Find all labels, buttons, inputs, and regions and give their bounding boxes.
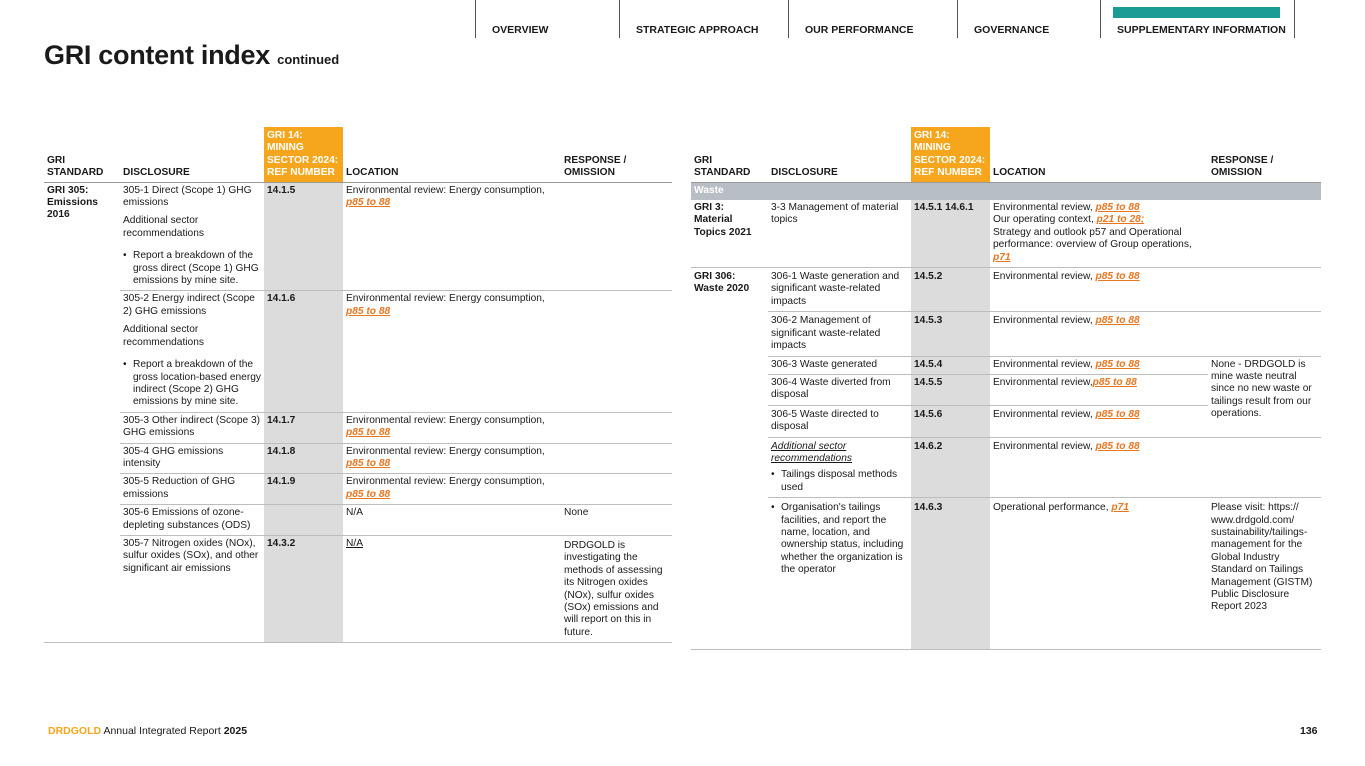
ref-number: 14.1.7 [264,412,343,443]
location-cell: Environmental review,p85 to 88 [990,374,1208,405]
location-cell: Environmental review: Energy consumption, p85 to 88 [343,474,561,505]
page-link[interactable]: p85 to 88 [1095,358,1140,370]
page-link[interactable]: p85 to 88 [346,488,391,500]
ref-number: 14.5.4 [911,356,990,374]
page-link[interactable]: p85 to 88 [1095,202,1140,214]
table-row [44,412,672,443]
location-cell: Environmental review, p85 to 88 Our operating context, p21 to 28; Strategy and outlook p57 and Operational performance: overview of Group operations, p71 [990,200,1208,268]
disclosure-cell: 3-3 Management of material topics [768,200,911,268]
nav-strategic-approach[interactable]: STRATEGIC APPROACH [619,0,788,38]
header-ref-number: GRI 14: MINING SECTOR 2024: REF NUMBER [264,127,343,182]
ref-number: 14.1.9 [264,474,343,505]
table-row [44,443,672,474]
ref-number: 14.6.2 [911,437,990,498]
ref-number: 14.1.6 [264,291,343,412]
table-row [691,200,1321,268]
disclosure-cell: Additional sector recommendations • Tailings disposal methods used [768,437,911,498]
location-cell: Environmental review: Energy consumption, p85 to 88 [343,412,561,443]
footer [48,725,247,737]
header-location: LOCATION [343,127,561,182]
nav-governance[interactable]: GOVERNANCE [957,0,1100,38]
disclosure-cell: 306-5 Waste directed to disposal [768,405,911,437]
page-link[interactable]: p85 to 88 [1095,315,1140,327]
page-link[interactable]: p85 to 88 [1092,376,1137,388]
location-cell: Environmental review, p85 to 88 [990,268,1208,312]
header-ref-number: GRI 14: MINING SECTOR 2024: REF NUMBER [911,127,990,182]
page-link[interactable]: p21 to 28; [1096,214,1145,226]
header-std: GRI STANDARD [44,127,120,182]
disclosure-cell: 305-1 Direct (Scope 1) GHG emissions Additional sector recommendations • Report a breakdown of the gross direct (Scope 1) GHG emissions by mine site. [120,182,264,291]
location-cell: Environmental review: Energy consumption, p85 to 88 [343,182,561,291]
location-cell: Environmental review: Energy consumption, p85 to 88 [343,443,561,474]
table-row [44,535,672,642]
ref-number: 14.5.6 [911,405,990,437]
ref-number [264,505,343,536]
table-row [691,356,1321,374]
location-cell: Environmental review, p85 to 88 [990,405,1208,437]
table-row [44,505,672,536]
table-row [691,268,1321,312]
ref-number: 14.5.2 [911,268,990,312]
table-row [691,312,1321,356]
response-cell [1208,312,1321,356]
nav-our-performance[interactable]: OUR PERFORMANCE [788,0,957,38]
response-cell [1208,268,1321,312]
header-std: GRI STANDARD [691,127,768,182]
right-gri-table [691,127,1321,650]
response-cell: Please visit: https:// www.drdgold.com/ sustainability/tailings-management for the Global Industry Standard on Tailings Management (GISTM) Public Disclosure Report 2023 [1208,498,1321,650]
ref-number: 14.5.5 [911,374,990,405]
page-number: 136 [1300,725,1318,737]
section-row-waste [691,182,1321,199]
response-cell [561,443,672,474]
response-cell [561,474,672,505]
disclosure-cell: 305-7 Nitrogen oxides (NOx), sulfur oxides (SOx), and other significant air emissions [120,535,264,642]
table-row [44,182,672,291]
disclosure-cell: 305-5 Reduction of GHG emissions [120,474,264,505]
disclosure-cell: 305-4 GHG emissions intensity [120,443,264,474]
response-cell-merged: None - DRDGOLD is mine waste neutral since no new waste or tailings result from our operations. [1208,356,1321,437]
header-disclosure: DISCLOSURE [120,127,264,182]
page-link[interactable]: p85 to 88 [346,305,391,317]
disclosure-cell: • Organisation's tailings facilities, and report the name, location, and ownership status, including whether the organization is the operator [768,498,911,650]
table-row [44,291,672,412]
top-nav [475,0,1295,38]
gri-standard-306: GRI 306: Waste 2020 [694,271,750,295]
header-disclosure: DISCLOSURE [768,127,911,182]
header-response: RESPONSE / OMISSION [1208,127,1321,182]
page-title-suffix: continued [277,52,340,67]
ref-number: 14.6.3 [911,498,990,650]
disclosure-cell: 305-6 Emissions of ozone-depleting substances (ODS) [120,505,264,536]
active-nav-indicator [1113,7,1280,18]
location-cell: Environmental review, p85 to 88 [990,437,1208,498]
response-cell [561,412,672,443]
footer-report-name: Annual Integrated Report [103,725,221,737]
header-location: LOCATION [990,127,1208,182]
table-header-row [44,127,672,182]
page-link[interactable]: p85 to 88 [346,197,391,209]
table-header-row [691,127,1321,182]
location-cell: Environmental review, p85 to 88 [990,356,1208,374]
table-row [44,474,672,505]
ref-number: 14.3.2 [264,535,343,642]
page-link[interactable]: p71 [993,251,1011,263]
location-cell: N/A [343,505,561,536]
page-link[interactable]: p85 to 88 [346,427,391,439]
page-link[interactable]: p85 to 88 [346,457,391,469]
footer-year: 2025 [223,725,248,737]
page-link[interactable]: p85 to 88 [1095,271,1140,283]
gri-standard-3: GRI 3: Material Topics 2021 [691,200,768,268]
table-row [691,498,1321,650]
footer-brand: DRDGOLD [48,725,102,737]
disclosure-cell: 306-3 Waste generated [768,356,911,374]
left-gri-table [44,127,672,643]
disclosure-cell: 306-1 Waste generation and significant waste-related impacts [768,268,911,312]
ref-number: 14.1.8 [264,443,343,474]
gri-standard-305: GRI 305: Emissions 2016 [47,184,98,221]
location-cell: Environmental review, p85 to 88 [990,312,1208,356]
location-cell: Operational performance, p71 [990,498,1208,650]
disclosure-cell: 306-4 Waste diverted from disposal [768,374,911,405]
nav-supplementary-information[interactable]: SUPPLEMENTARY INFORMATION [1100,0,1295,38]
location-cell: N/A [343,535,561,642]
response-cell [561,291,672,412]
response-cell [561,182,672,291]
disclosure-cell: 305-2 Energy indirect (Scope 2) GHG emissions Additional sector recommendations • Report a breakdown of the gross location-based energy indirect (Scope 2) GHG emissions by mine site. [120,291,264,412]
response-cell [1208,437,1321,498]
page-title: GRI content index continued [44,40,340,70]
table-row [691,437,1321,498]
page-link[interactable]: p85 to 88 [1095,408,1140,420]
disclosure-cell: 306-2 Management of significant waste-related impacts [768,312,911,356]
ref-number: 14.1.5 [264,182,343,291]
ref-number: 14.5.3 [911,312,990,356]
ref-number: 14.5.1 14.6.1 [911,200,990,268]
page-link[interactable]: p85 to 88 [1095,440,1140,452]
location-cell: Environmental review: Energy consumption, p85 to 88 [343,291,561,412]
response-cell: None [561,505,672,536]
response-cell: DRDGOLD is investigating the methods of assessing its Nitrogen oxides (NOx), sulfur oxides (SOx) emissions and will report on this in future. [561,535,672,642]
section-label: Waste [691,182,1321,199]
response-cell [1208,200,1321,268]
header-response: RESPONSE / OMISSION [561,127,672,182]
nav-overview[interactable]: OVERVIEW [475,0,619,38]
disclosure-cell: 305-3 Other indirect (Scope 3) GHG emissions [120,412,264,443]
page-link[interactable]: p71 [1111,502,1129,514]
